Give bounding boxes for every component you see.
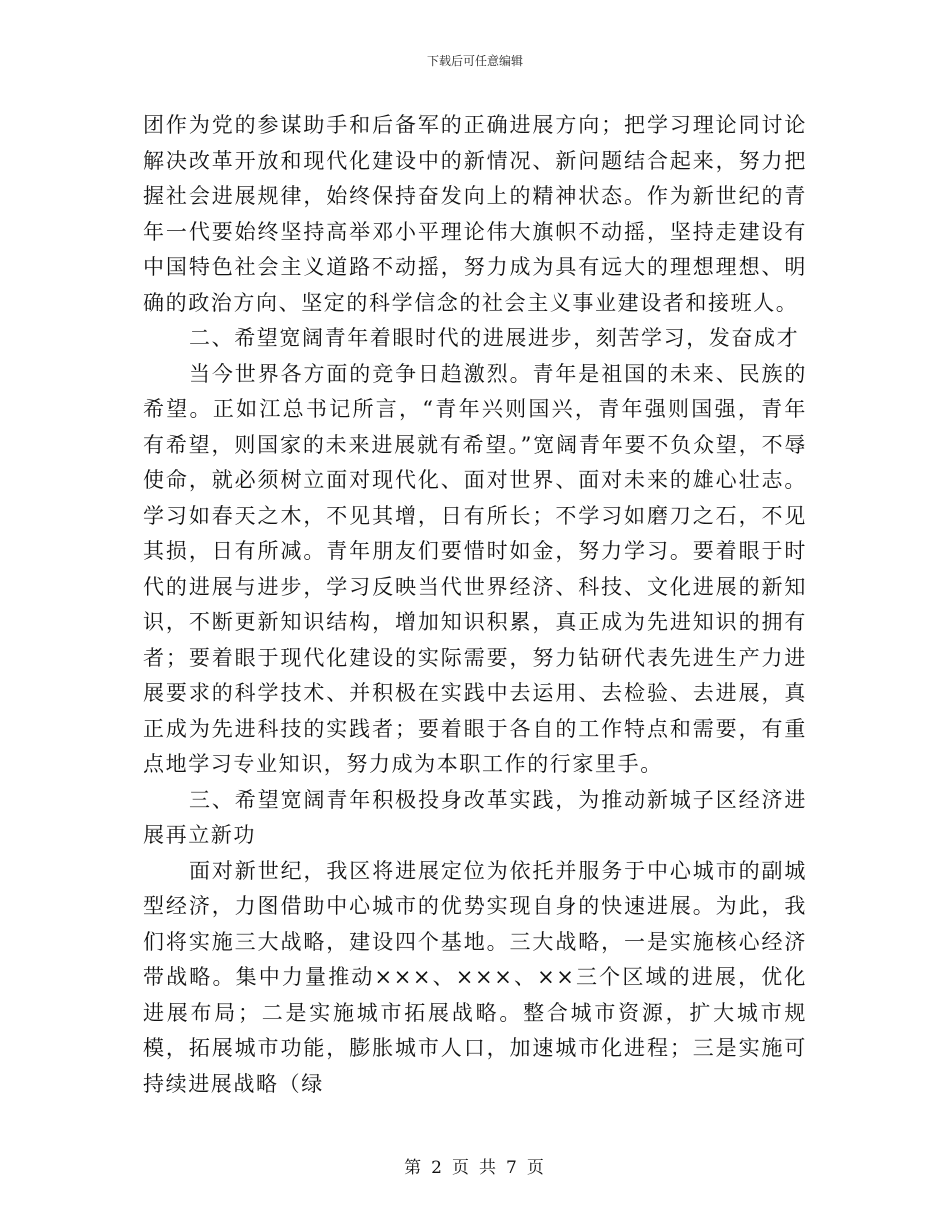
page-footer	[0, 1153, 950, 1178]
footer-total-pages: 7	[506, 1158, 519, 1178]
paragraph-continuation: 团作为党的参谋助手和后备军的正确进展方向；把学习理论同讨论解决改革开放和现代化建设中的新情况、新问题结合起来，努力把握社会进展规律，始终保持奋发向上的精神状态。作为新世纪的青年一代要始终坚持高举邓小平理论伟大旗帜不动摇，坚持走建设有中国特色社会主义道路不动摇，努力成为具有远大的理想理想、明确的政治方向、坚定的科学信念的社会主义事业建设者和接班人。	[143, 113, 807, 315]
footer-label-ye-2: 页	[526, 1158, 546, 1178]
section-heading-2: 二、希望宽阔青年着眼时代的进展进步，刻苦学习，发奋成才	[189, 326, 800, 350]
footer-label-ye: 页	[452, 1158, 471, 1178]
footer-current-page: 2	[431, 1158, 444, 1178]
paragraph-section-2: 当今世界各方面的竞争日趋激烈。青年是祖国的未来、民族的希望。正如江总书记所言，“青年兴则国兴，青年强则国强，青年有希望，则国家的未来进展就有希望。”宽阔青年要不负众望，不辱使命，就必须树立面对现代化、面对世界、面对未来的雄心壮志。学习如春天之木，不见其增，日有所长；不学习如磨刀之石，不见其损，日有所减。青年朋友们要惜时如金，努力学习。要着眼于时代的进展与进步，学习反映当代世界经济、科技、文化进展的新知识，不断更新知识结构，增加知识积累，真正成为先进知识的拥有者；要着眼于现代化建设的实际需要，努力钻研代表先进生产力进展要求的科学技术、并积极在实践中去运用、去检验、去进展，真正成为先进科技的实践者；要着眼于各自的工作特点和需要，有重点地学习专业知识，努力成为本职工作的行家里手。	[143, 361, 807, 776]
footer-label-di: 第	[404, 1158, 424, 1178]
document-body	[143, 108, 807, 1102]
footer-label-gong: 共	[479, 1158, 498, 1178]
section-heading-3: 三、希望宽阔青年积极投身改革实践，为推动新城子区经济进展再立新功	[143, 787, 807, 847]
page-header-note: 下载后可任意编辑	[426, 54, 523, 68]
paragraph-section-3: 面对新世纪，我区将进展定位为依托并服务于中心城市的副城型经济，力图借助中心城市的优势实现自身的快速进展。为此，我们将实施三大战略，建设四个基地。三大战略，一是实施核心经济带战略。集中力量推动×××、×××、××三个区域的进展，优化进展布局；二是实施城市拓展战略。整合城市资源，扩大城市规模，拓展城市功能，膨胀城市人口，加速城市化进程；三是实施可持续进展战略（绿	[143, 858, 807, 1096]
